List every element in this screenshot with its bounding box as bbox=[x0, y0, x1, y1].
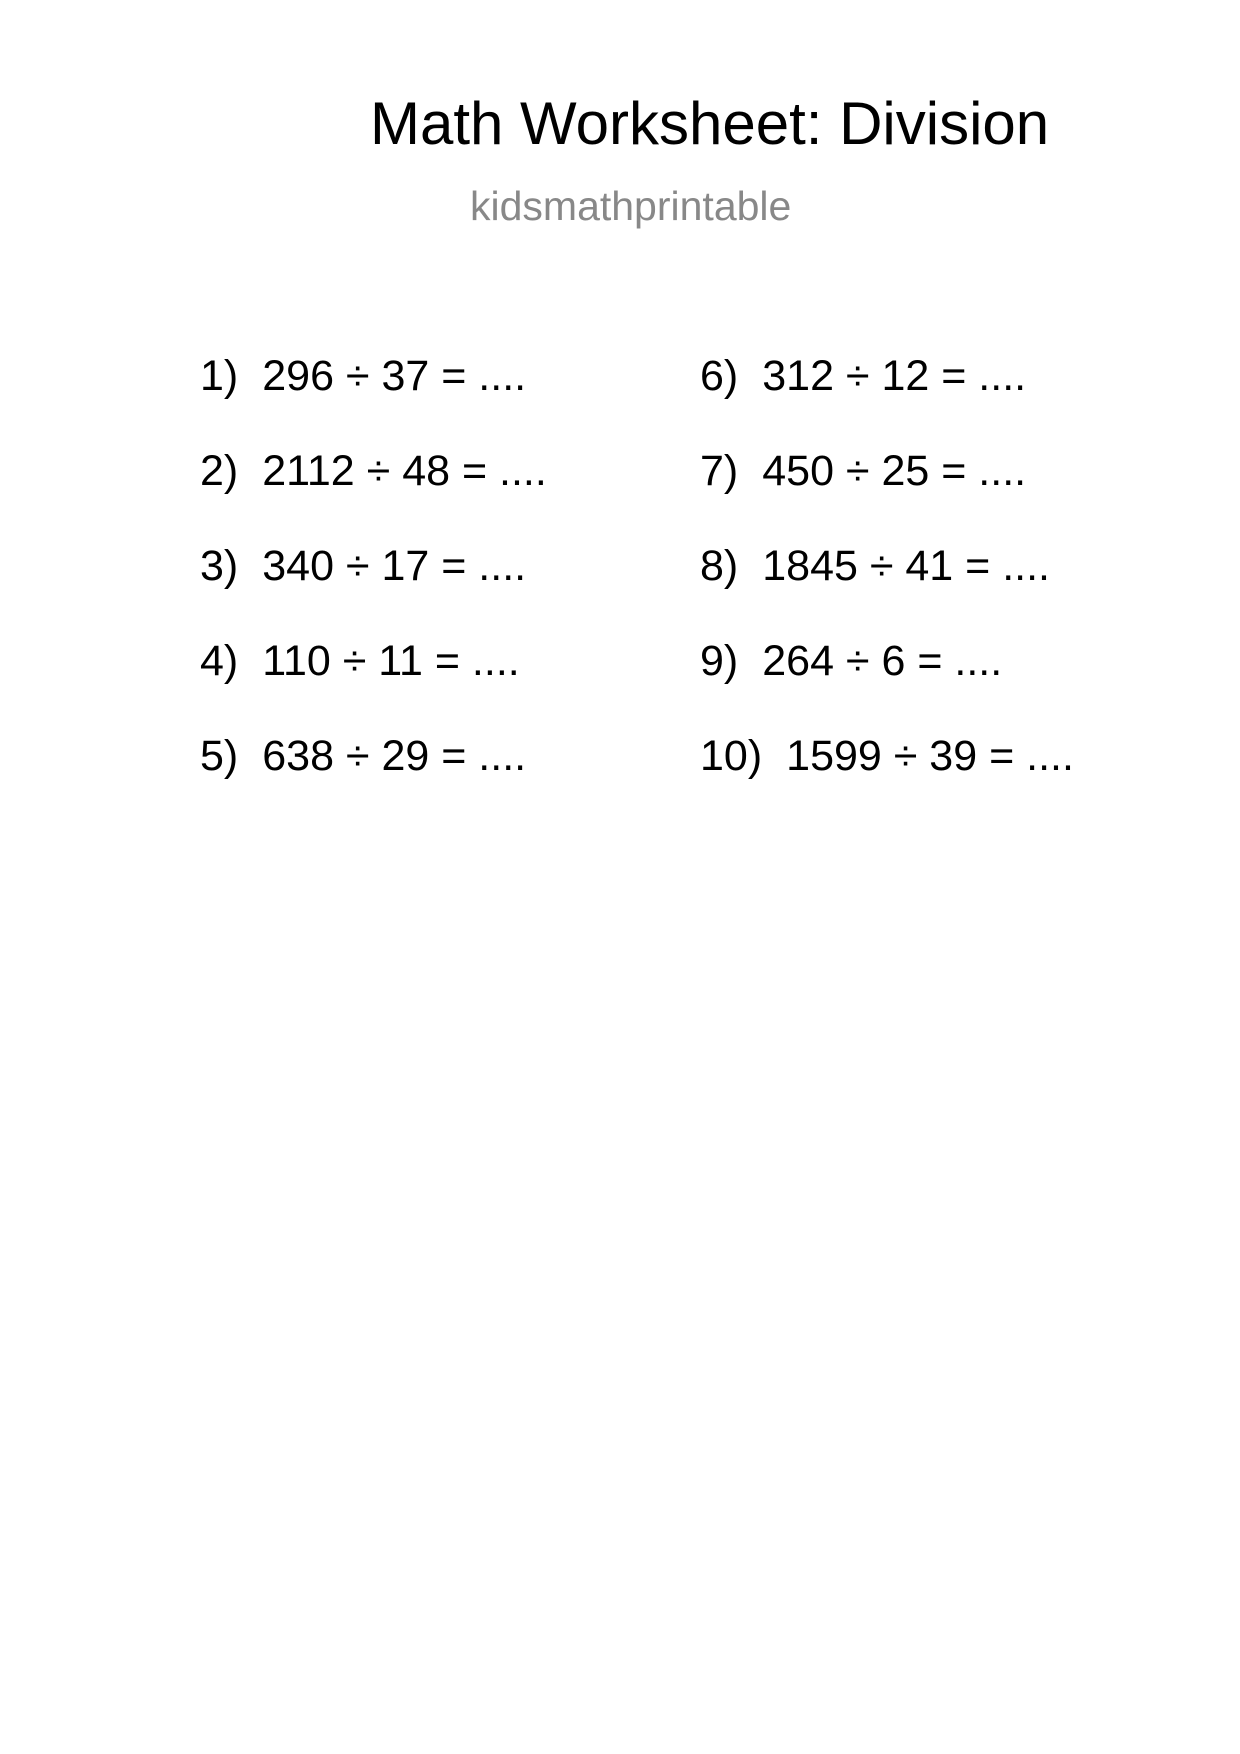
problem-item bbox=[200, 447, 547, 495]
problem-expression: 1599 ÷ 39 = .... bbox=[786, 732, 1074, 780]
problem-item bbox=[700, 542, 1051, 590]
problem-item bbox=[200, 637, 520, 685]
problem-item bbox=[700, 732, 1074, 780]
problem-number: 2) bbox=[200, 447, 239, 495]
page-subtitle: kidsmathprintable bbox=[470, 183, 792, 229]
problem-expression: 110 ÷ 11 = .... bbox=[262, 637, 520, 685]
problem-number: 3) bbox=[200, 542, 239, 590]
problem-expression: 296 ÷ 37 = .... bbox=[262, 352, 527, 400]
problem-number: 1) bbox=[200, 352, 239, 400]
problem-number: 10) bbox=[700, 732, 763, 780]
problem-expression: 312 ÷ 12 = .... bbox=[762, 352, 1027, 400]
problem-expression: 264 ÷ 6 = .... bbox=[762, 637, 1003, 685]
problem-item bbox=[700, 637, 1003, 685]
problem-expression: 2112 ÷ 48 = .... bbox=[262, 447, 547, 495]
problem-number: 8) bbox=[700, 542, 739, 590]
problem-number: 5) bbox=[200, 732, 239, 780]
problem-item bbox=[700, 447, 1027, 495]
problem-item bbox=[200, 542, 527, 590]
problem-number: 7) bbox=[700, 447, 739, 495]
problem-number: 6) bbox=[700, 352, 739, 400]
problem-item bbox=[200, 352, 527, 400]
page-title: Math Worksheet: Division bbox=[370, 90, 1050, 157]
problem-number: 9) bbox=[700, 637, 739, 685]
problem-number: 4) bbox=[200, 637, 239, 685]
problem-expression: 638 ÷ 29 = .... bbox=[262, 732, 527, 780]
problem-expression: 1845 ÷ 41 = .... bbox=[762, 542, 1051, 590]
problem-item bbox=[700, 352, 1027, 400]
problem-item bbox=[200, 732, 527, 780]
problem-expression: 340 ÷ 17 = .... bbox=[262, 542, 527, 590]
problem-expression: 450 ÷ 25 = .... bbox=[762, 447, 1027, 495]
